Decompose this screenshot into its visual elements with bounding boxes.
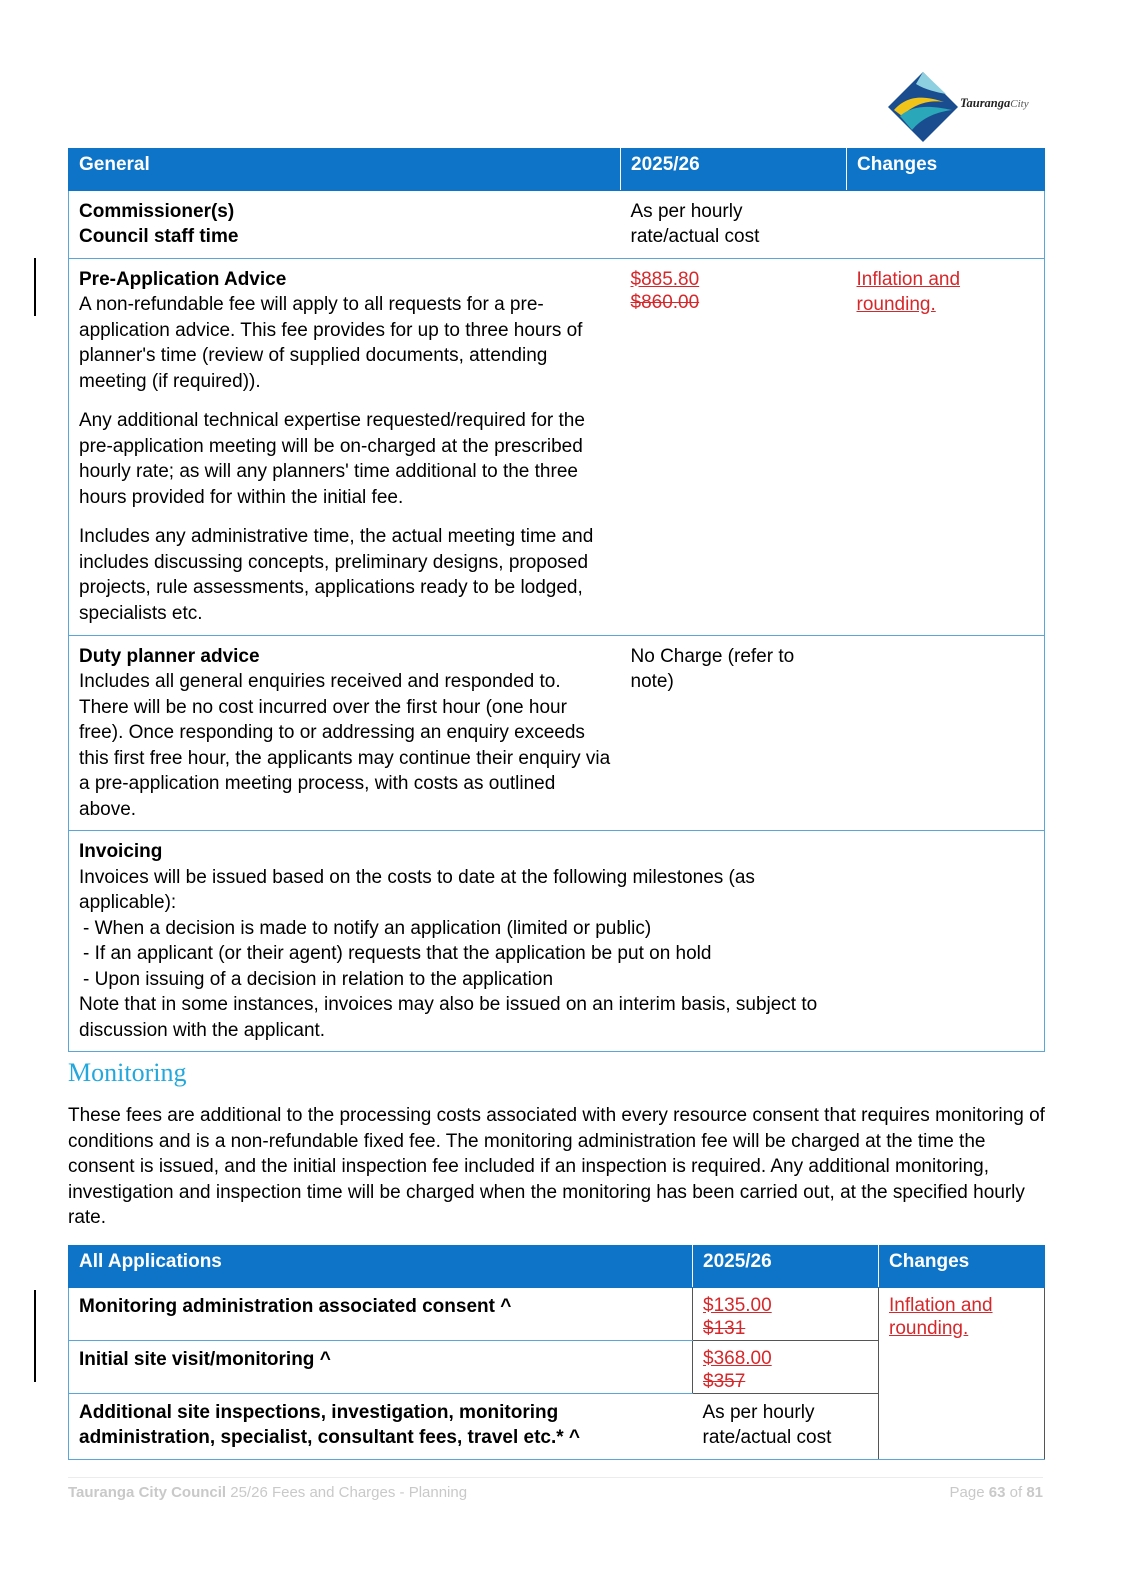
row-title: Monitoring administration associated consent ^ (79, 1295, 512, 1317)
revision-bar (34, 1290, 36, 1382)
invoicing-title: Invoicing (79, 841, 163, 862)
apps-change (879, 1287, 1045, 1393)
pre-app-title: Pre-Application Advice (79, 268, 287, 290)
duty-change (847, 635, 1045, 831)
table-row (69, 1393, 1045, 1459)
invoicing-bullet: - If an applicant (or their agent) requests that the application be put on hold (83, 943, 712, 964)
price-line: rate/actual cost (702, 1427, 832, 1448)
header-changes: Changes (879, 1246, 1045, 1288)
table-row (69, 635, 1045, 831)
logo-wordmark (960, 96, 1029, 111)
header-year: 2025/26 (621, 149, 847, 191)
logo-brand: Tauranga (960, 96, 1011, 110)
header-general: General (69, 149, 621, 191)
table-header-row (69, 149, 1045, 191)
footer-page-total: 81 (1026, 1484, 1043, 1501)
new-price: $368.00 (703, 1347, 772, 1369)
logo-city: City (1010, 98, 1029, 110)
new-price: $885.80 (630, 268, 700, 290)
pre-app-price (621, 258, 847, 635)
invoicing-bullet: - Upon issuing of a decision in relation to the application (83, 968, 554, 990)
pre-app-para2: Any additional technical expertise requested/required for the pre-application meeting will be on-charged at the prescribed hourly rate; as will any planners' time additional to the three hours provided for within the initial fee. (79, 410, 585, 508)
pre-app-cell (69, 258, 621, 635)
monitoring-admin-price (693, 1287, 879, 1340)
old-price: $357 (703, 1370, 746, 1392)
price-text: No Charge (refer to note) (630, 645, 795, 692)
staff-time-title: Council staff time (79, 226, 239, 247)
header-applications: All Applications (69, 1246, 693, 1288)
footer-left (68, 1484, 467, 1501)
footer-of-word: of (1009, 1484, 1023, 1501)
monitoring-intro: These fees are additional to the processing costs associated with every resource consent that requires monitoring of conditions and is a non-refundable fixed fee. The monitoring administration fee will be charged at the time the consent is issued, and the initial inspection fee included if an inspection is required. Any additional monitoring, investigation and inspection time will be charged when the monitoring has been carried out, at the specified hourly rate. (68, 1105, 1045, 1228)
price-line: As per hourly (702, 1401, 815, 1423)
duty-body: Includes all general enquiries received and responded to. There will be no cost incurred over the first hour (one hour free). Once responding to or addressing an enquiry exceeds this first free hour, the applicants may continue their enquiry via a pre-application meeting process, with costs as outlined above. (79, 671, 611, 820)
pre-app-para3: Includes any administrative time, the actual meeting time and includes discussing concepts, preliminary designs, proposed projects, rule assessments, applications ready to be lodged, specialists etc. (79, 526, 594, 624)
footer-doc: 25/26 Fees and Charges - Planning (230, 1484, 468, 1501)
general-fees-table (68, 148, 1045, 1052)
additional-change (879, 1393, 1045, 1459)
table-header-row (69, 1246, 1045, 1288)
change-note: Inflation and rounding. (856, 268, 961, 315)
additional-price (693, 1393, 879, 1459)
section-heading: Monitoring (68, 1058, 187, 1087)
footer-page-number: 63 (988, 1484, 1006, 1501)
revision-bar (34, 258, 36, 316)
table-row (69, 831, 1045, 1052)
change-note: Inflation and rounding. (889, 1294, 993, 1339)
invoicing-note: Note that in some instances, invoices may also be issued on an interim basis, subject to discussion with the applicant. (79, 994, 818, 1041)
invoicing-intro: Invoices will be issued based on the costs to date at the following milestones (as applicable): (79, 866, 755, 913)
table-row (69, 1287, 1045, 1340)
footer-page-word: Page (949, 1484, 985, 1501)
invoicing-cell (69, 831, 1045, 1052)
old-price: $860.00 (630, 292, 700, 313)
table-row (69, 258, 1045, 635)
row-title: Initial site visit/monitoring ^ (79, 1348, 331, 1370)
tauranga-city-logo (886, 72, 1056, 142)
footer-page (950, 1484, 1043, 1501)
pre-app-para1: A non-refundable fee will apply to all requests for a pre-application advice. This fee provides for up to three hours of planner's time (review of supplied documents, attending meeting (if required)). (79, 294, 583, 392)
duty-price (621, 635, 847, 831)
duty-cell (69, 635, 621, 831)
additional-cell (69, 1393, 693, 1459)
applications-fees-table (68, 1245, 1045, 1460)
initial-visit-price (693, 1340, 879, 1393)
pre-app-change (847, 258, 1045, 635)
header-year: 2025/26 (693, 1246, 879, 1288)
duty-title: Duty planner advice (79, 645, 260, 667)
monitoring-admin-cell (69, 1287, 693, 1340)
price-line: rate/actual cost (630, 226, 760, 247)
commissioner-change (847, 190, 1045, 258)
commissioner-title: Commissioner(s) (79, 200, 235, 222)
table-row (69, 190, 1045, 258)
footer-org: Tauranga City Council (68, 1484, 227, 1501)
commissioner-price (621, 190, 847, 258)
footer-divider (68, 1477, 1043, 1478)
initial-visit-cell (69, 1340, 693, 1393)
row-title: Additional site inspections, investigation, monitoring administration, specialist, consultant fees, travel etc.* ^ (79, 1401, 581, 1448)
old-price: $131 (703, 1317, 746, 1339)
commissioner-cell (69, 190, 621, 258)
price-line: As per hourly (630, 200, 743, 222)
header-changes: Changes (847, 149, 1045, 191)
invoicing-bullet: - When a decision is made to notify an application (limited or public) (83, 917, 652, 939)
new-price: $135.00 (703, 1294, 772, 1316)
logo-mark-icon (886, 72, 960, 142)
